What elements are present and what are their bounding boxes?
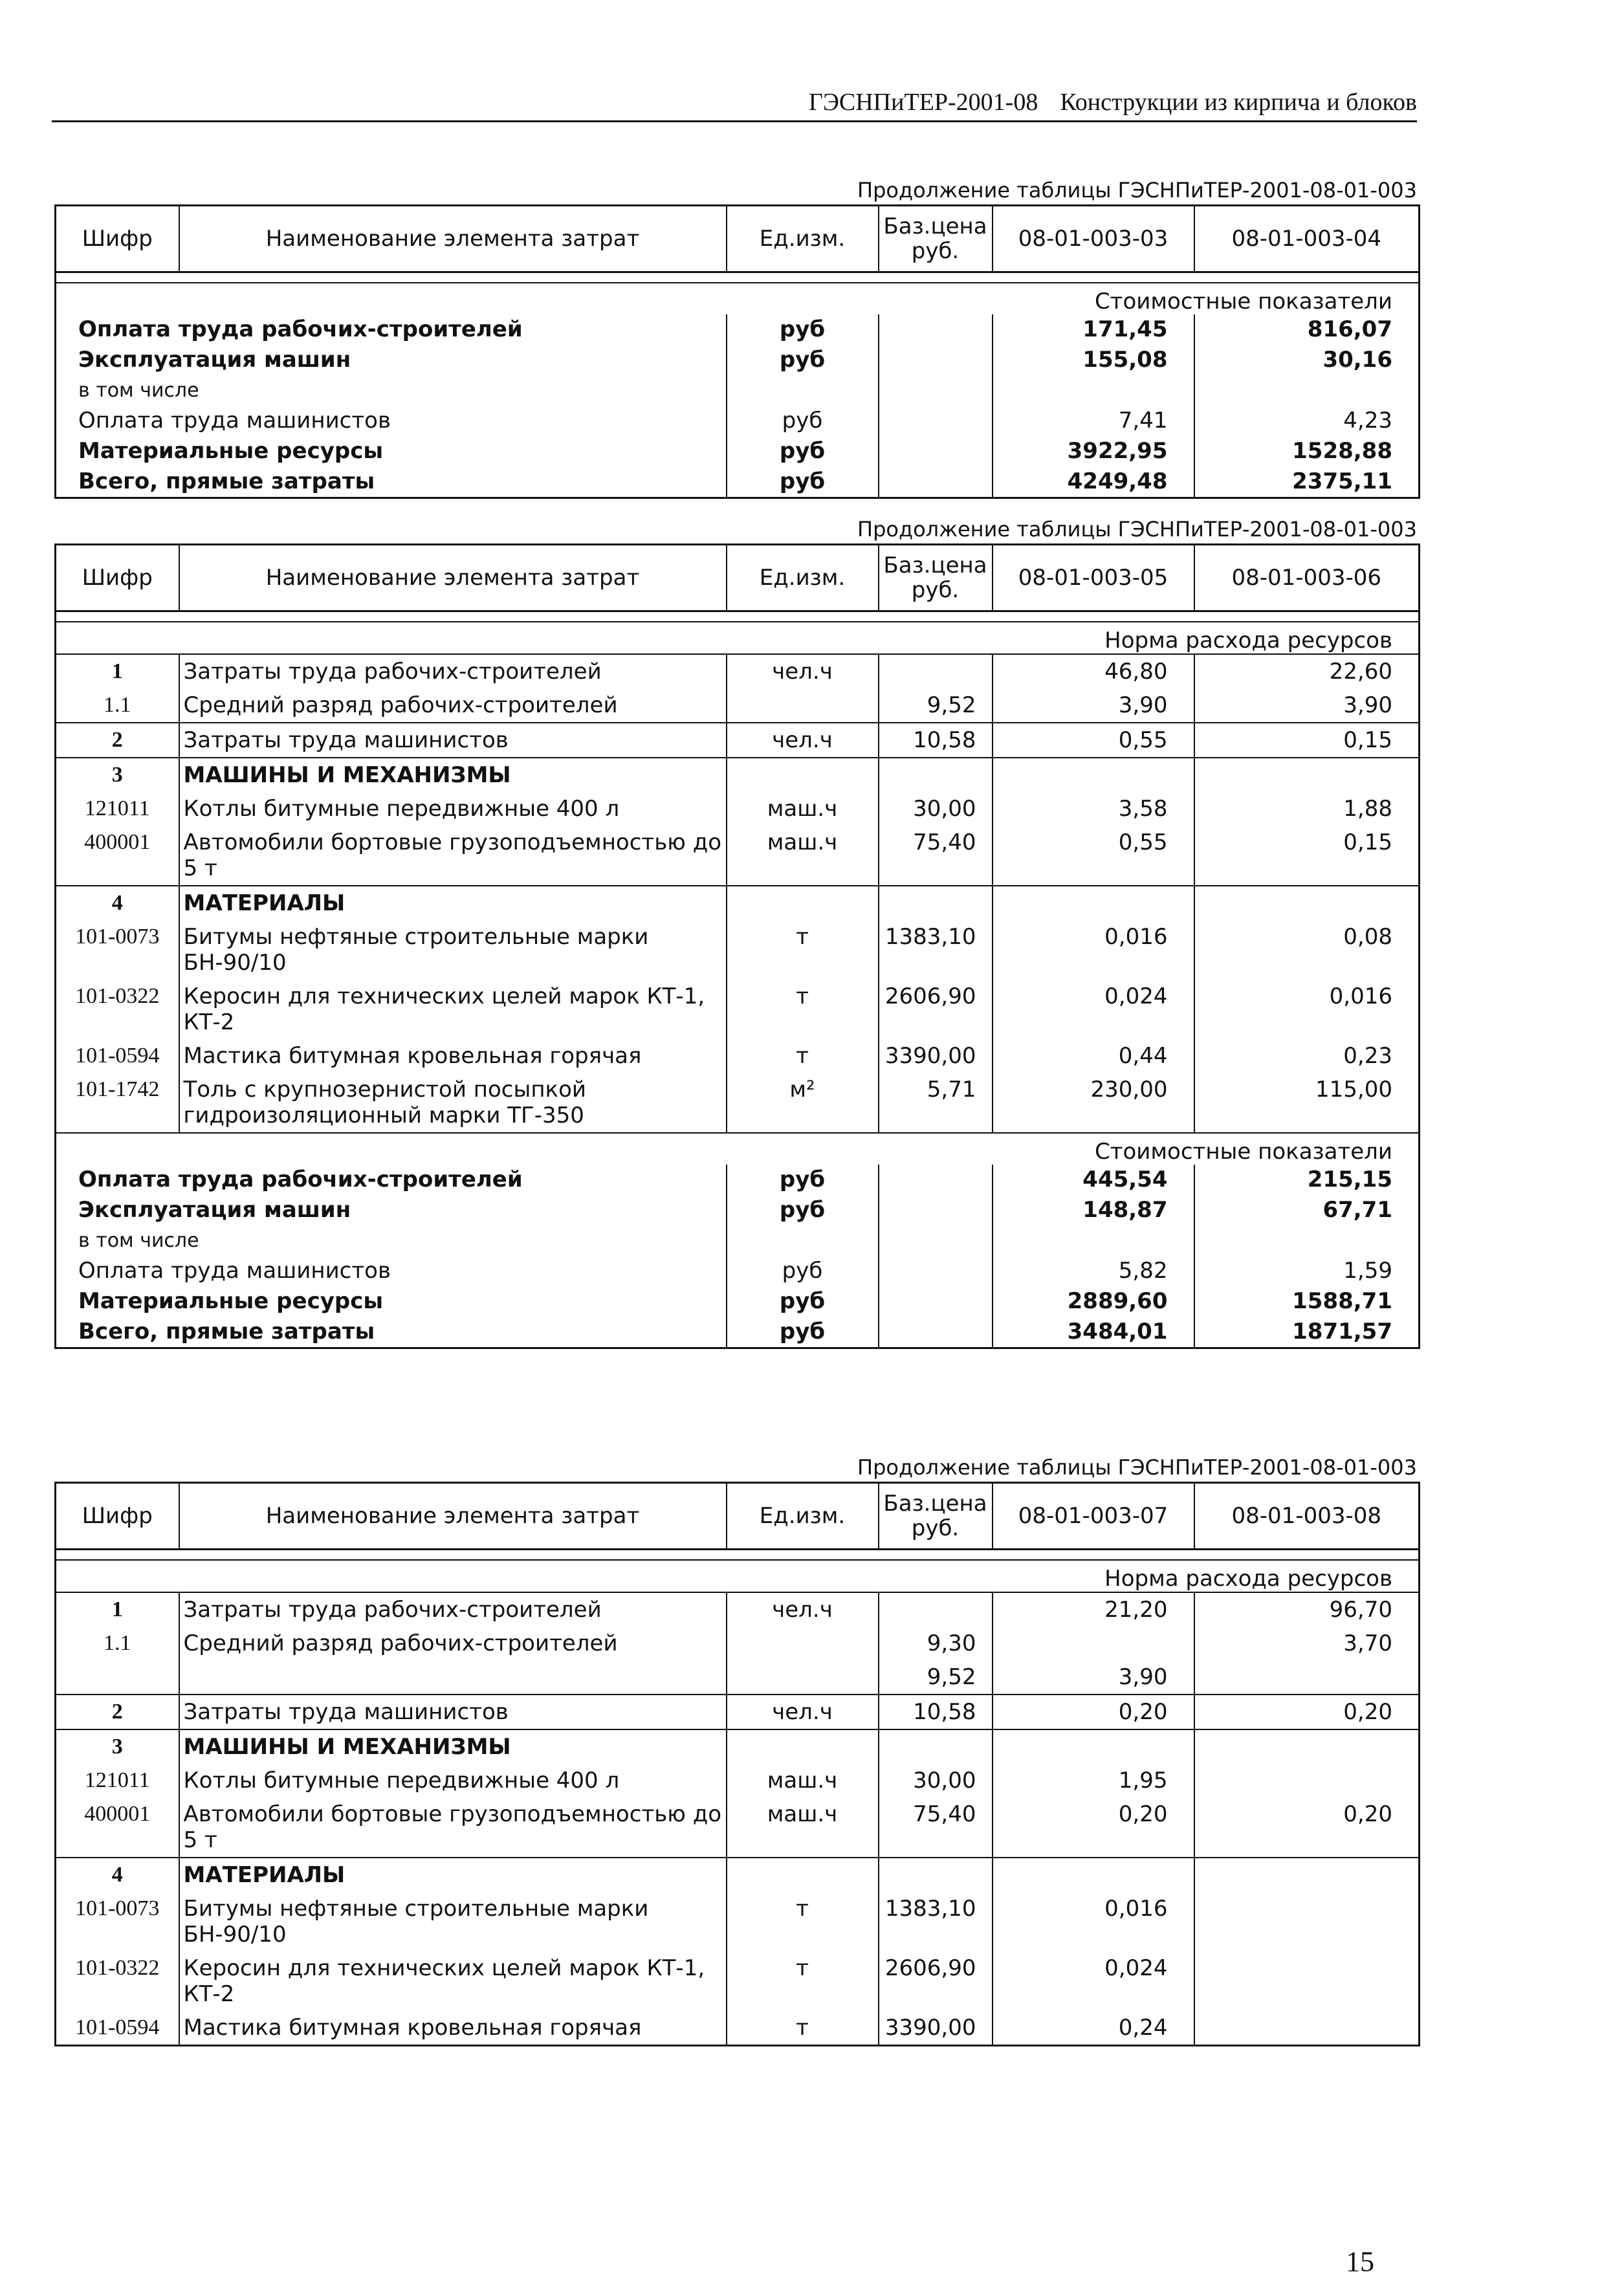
resource-value-b: 22,60 [1194,654,1420,688]
cost-name: Оплата труда машинистов [78,1258,391,1284]
resource-name: Котлы битумные передвижные 400 л [179,792,727,826]
resource-value-b: 115,00 [1194,1073,1420,1133]
resource-code: 2 [56,723,179,758]
section-label-row [56,1560,1420,1592]
col-unit-header: Ед.изм. [727,206,879,272]
resource-row [56,688,1420,723]
resource-name [179,1660,727,1695]
resource-price: 9,30 [879,1627,993,1660]
resource-code: 3 [56,1729,179,1764]
cost-value-a: 3922,95 [993,436,1194,466]
resource-code: 101-0594 [75,2015,160,2039]
resource-price: 9,52 [879,1660,993,1695]
col-code-header: Шифр [56,1483,179,1550]
resource-group-row [56,758,1420,792]
resource-name: Затраты труда рабочих-строителей [179,1592,727,1627]
cost-value-b: 1588,71 [1194,1286,1420,1317]
page-number: 15 [1346,2246,1374,2277]
resource-unit: т [727,1039,879,1073]
resource-name: Средний разряд рабочих-строителей [179,688,727,723]
resource-price: 5,71 [879,1073,993,1133]
col-unit-header: Ед.изм. [727,1483,879,1550]
resource-name: Автомобили бортовые грузоподъемностью до 5 т [179,1797,727,1858]
resource-row [56,654,1420,688]
resource-value-b: 3,90 [1194,688,1420,723]
table-header-row [56,545,1420,611]
cost-row [56,1256,1420,1286]
resource-value-b [1194,1660,1420,1695]
col-code-header: Шифр [56,206,179,272]
resource-group-row [56,886,1420,920]
resource-name: Мастика битумная кровельная горячая [179,2011,727,2046]
resource-name: Средний разряд рабочих-строителей [179,1627,727,1660]
resource-group-row [56,1858,1420,1892]
resource-name: Котлы битумные передвижные 400 л [179,1764,727,1797]
table-block-3 [54,1453,1418,2046]
resource-unit [727,1660,879,1695]
norm-section-label: Норма расхода ресурсов [1104,628,1392,653]
col-code-header: Шифр [56,545,179,611]
cost-unit: руб [727,466,879,498]
resource-unit: маш.ч [727,1797,879,1858]
cost-value-a: 155,08 [993,345,1194,375]
resource-unit [727,1627,879,1660]
norm-section-label: Норма расхода ресурсов [1104,1566,1392,1592]
resource-value-a: 3,90 [993,688,1194,723]
section-label-row [56,622,1420,654]
resource-group-name: МАШИНЫ И МЕХАНИЗМЫ [179,758,727,792]
cost-unit: руб [727,1165,879,1195]
resource-code: 101-1742 [75,1077,160,1101]
resource-row [56,723,1420,758]
cost-section-label: Стоимостные показатели [1094,289,1392,314]
resource-row [56,826,1420,886]
cost-unit: руб [727,345,879,375]
resource-value-b [1194,1892,1420,1951]
cost-name: в том числе [78,1229,199,1252]
resource-value-a: 0,55 [993,826,1194,886]
cost-unit: руб [727,436,879,466]
cost-table [54,204,1420,499]
col-name-header: Наименование элемента затрат [179,545,727,611]
table-continuation: Продолжение таблицы ГЭСНПиТЕР-2001-08-01-003 [857,1455,1417,1480]
col-b-header: 08-01-003-08 [1194,1483,1420,1550]
resource-unit: т [727,1951,879,2011]
resource-code: 4 [56,1858,179,1892]
resource-value-a: 0,20 [993,1797,1194,1858]
resource-name: Керосин для технических целей марок КТ-1, КТ-2 [179,980,727,1039]
table-header-row [56,206,1420,272]
cost-name: Всего, прямые затраты [78,1319,375,1344]
page-header [52,88,1417,122]
col-b-header: 08-01-003-04 [1194,206,1420,272]
cost-name: Материальные ресурсы [78,438,384,464]
resource-code: 1 [56,1592,179,1627]
section-label-row [56,283,1420,314]
table-header-row [56,1483,1420,1550]
header-title: Конструкции из кирпича и блоков [1060,89,1417,116]
resource-code: 400001 [84,1802,151,1826]
resource-value-b: 0,08 [1194,920,1420,980]
resource-price: 75,40 [879,826,993,886]
resource-code: 1.1 [104,693,131,717]
cost-row [56,1225,1420,1256]
section-label-row [56,1133,1420,1165]
cost-value-b: 1871,57 [1194,1317,1420,1348]
resource-name: Керосин для технических целей марок КТ-1, КТ-2 [179,1951,727,2011]
resource-code: 400001 [84,830,151,854]
resource-code: 121011 [84,1768,150,1792]
resource-code: 1.1 [104,1631,131,1655]
cost-value-a: 5,82 [993,1256,1194,1286]
resource-price: 2606,90 [879,980,993,1039]
cost-name: Эксплуатация машин [78,1197,351,1223]
resource-unit: чел.ч [727,723,879,758]
cost-row [56,1195,1420,1225]
cost-row [56,375,1420,406]
resource-value-b [1194,2011,1420,2046]
resource-value-a: 0,016 [993,1892,1194,1951]
resource-price: 3390,00 [879,1039,993,1073]
col-a-header: 08-01-003-05 [993,545,1194,611]
cost-unit: руб [727,1195,879,1225]
cost-value-a: 148,87 [993,1195,1194,1225]
resource-unit: т [727,920,879,980]
resource-value-a: 1,95 [993,1764,1194,1797]
cost-row [56,406,1420,436]
resource-name: Мастика битумная кровельная горячая [179,1039,727,1073]
cost-unit: руб [727,406,879,436]
cost-name: Оплата труда машинистов [78,408,391,433]
resource-value-b: 0,20 [1194,1797,1420,1858]
resource-value-a: 0,20 [993,1695,1194,1729]
resource-code [56,1660,179,1695]
resource-row [56,1764,1420,1797]
cost-name: Оплата труда рабочих-строителей [78,316,523,342]
resource-unit [727,688,879,723]
resource-code: 101-0073 [75,925,160,949]
resource-code: 1 [56,654,179,688]
cost-unit: руб [727,1286,879,1317]
cost-value-b: 2375,11 [1194,466,1420,498]
resource-value-a: 0,024 [993,1951,1194,2011]
resource-name: Затраты труда машинистов [179,723,727,758]
resource-value-a: 3,90 [993,1660,1194,1695]
cost-value-a: 2889,60 [993,1286,1194,1317]
resource-group-name: МАТЕРИАЛЫ [179,886,727,920]
cost-unit: руб [727,1317,879,1348]
resource-row [56,1695,1420,1729]
cost-value-a: 445,54 [993,1165,1194,1195]
resource-code: 3 [56,758,179,792]
resource-price [879,654,993,688]
cost-value-b: 4,23 [1194,406,1420,436]
resource-name: Битумы нефтяные строительные марки БН-90/10 [179,1892,727,1951]
resource-row [56,1951,1420,2011]
resource-code: 121011 [84,796,150,820]
resource-name: Затраты труда машинистов [179,1695,727,1729]
resource-code: 4 [56,886,179,920]
resource-name: Толь с крупнозернистой посыпкой гидроизоляционный марки ТГ-350 [179,1073,727,1133]
resource-value-b: 0,15 [1194,723,1420,758]
table-continuation: Продолжение таблицы ГЭСНПиТЕР-2001-08-01-003 [857,178,1417,203]
cost-value-b: 67,71 [1194,1195,1420,1225]
resource-row [56,1627,1420,1660]
col-name-header: Наименование элемента затрат [179,206,727,272]
resource-price: 10,58 [879,1695,993,1729]
cost-row [56,436,1420,466]
cost-value-b: 1528,88 [1194,436,1420,466]
resource-value-b: 3,70 [1194,1627,1420,1660]
cost-name: в том числе [78,379,199,402]
resource-unit: м² [727,1073,879,1133]
resource-group-name: МАШИНЫ И МЕХАНИЗМЫ [179,1729,727,1764]
resource-unit: т [727,2011,879,2046]
col-price-header: Баз.цена руб. [879,545,993,611]
resource-row [56,1660,1420,1695]
resource-value-b [1194,1764,1420,1797]
resource-name: Автомобили бортовые грузоподъемностью до 5 т [179,826,727,886]
resource-value-a: 46,80 [993,654,1194,688]
resource-price: 1383,10 [879,920,993,980]
cost-row [56,1286,1420,1317]
resource-value-a: 0,44 [993,1039,1194,1073]
resource-value-b: 96,70 [1194,1592,1420,1627]
table-continuation: Продолжение таблицы ГЭСНПиТЕР-2001-08-01-003 [857,517,1417,542]
cost-name: Материальные ресурсы [78,1288,384,1314]
resource-code: 101-0073 [75,1896,160,1920]
resource-group-name: МАТЕРИАЛЫ [179,1858,727,1892]
resource-code: 101-0594 [75,1044,160,1068]
resource-unit: т [727,980,879,1039]
resource-row [56,1592,1420,1627]
cost-row [56,314,1420,345]
resource-row [56,2011,1420,2046]
resource-row [56,1892,1420,1951]
resource-price [879,1592,993,1627]
cost-value-b: 30,16 [1194,345,1420,375]
resource-price: 30,00 [879,792,993,826]
cost-value-b: 816,07 [1194,314,1420,345]
resource-row [56,1797,1420,1858]
resource-unit: маш.ч [727,1764,879,1797]
resource-value-b: 0,20 [1194,1695,1420,1729]
cost-row [56,1317,1420,1348]
cost-value-a: 7,41 [993,406,1194,436]
cost-row [56,1165,1420,1195]
resource-value-b: 0,23 [1194,1039,1420,1073]
resource-value-a: 0,016 [993,920,1194,980]
table-block-1 [54,176,1418,499]
resource-price: 1383,10 [879,1892,993,1951]
resource-value-b [1194,1951,1420,2011]
resource-value-b: 0,016 [1194,980,1420,1039]
resource-unit: маш.ч [727,792,879,826]
resource-value-b: 1,88 [1194,792,1420,826]
col-unit-header: Ед.изм. [727,545,879,611]
col-a-header: 08-01-003-07 [993,1483,1194,1550]
resource-row [56,980,1420,1039]
resource-price: 75,40 [879,1797,993,1858]
cost-name: Оплата труда рабочих-строителей [78,1167,523,1192]
col-price-header: Баз.цена руб. [879,206,993,272]
resource-name: Затраты труда рабочих-строителей [179,654,727,688]
resource-table [54,543,1420,1349]
resource-unit: чел.ч [727,1592,879,1627]
resource-row [56,792,1420,826]
resource-price: 10,58 [879,723,993,758]
resource-price: 30,00 [879,1764,993,1797]
resource-unit: т [727,1892,879,1951]
resource-value-a: 21,20 [993,1592,1194,1627]
resource-value-a [993,1627,1194,1660]
col-price-header: Баз.цена руб. [879,1483,993,1550]
cost-row [56,466,1420,498]
resource-row [56,920,1420,980]
cost-section-label: Стоимостные показатели [56,1133,1420,1165]
resource-group-row [56,1729,1420,1764]
cost-unit: руб [727,1256,879,1286]
col-b-header: 08-01-003-06 [1194,545,1420,611]
resource-code: 101-0322 [75,1956,160,1980]
resource-value-a: 0,024 [993,980,1194,1039]
col-name-header: Наименование элемента затрат [179,1483,727,1550]
resource-value-a: 0,24 [993,2011,1194,2046]
resource-unit: чел.ч [727,1695,879,1729]
cost-value-b: 1,59 [1194,1256,1420,1286]
resource-value-b: 0,15 [1194,826,1420,886]
resource-code: 101-0322 [75,984,160,1008]
resource-value-a: 230,00 [993,1073,1194,1133]
cost-value-a: 4249,48 [993,466,1194,498]
resource-row [56,1073,1420,1133]
cost-value-a: 3484,01 [993,1317,1194,1348]
cost-unit: руб [727,314,879,345]
resource-price: 3390,00 [879,2011,993,2046]
resource-table [54,1482,1420,2046]
cost-name: Всего, прямые затраты [78,468,375,494]
header-code: ГЭСНПиТЕР-2001-08 [808,89,1038,116]
table-block-2 [54,515,1418,1349]
resource-value-a: 3,58 [993,792,1194,826]
resource-unit: маш.ч [727,826,879,886]
resource-unit: чел.ч [727,654,879,688]
cost-name: Эксплуатация машин [78,347,351,373]
resource-price: 2606,90 [879,1951,993,2011]
cost-value-b: 215,15 [1194,1165,1420,1195]
resource-row [56,1039,1420,1073]
resource-name: Битумы нефтяные строительные марки БН-90/10 [179,920,727,980]
cost-row [56,345,1420,375]
cost-value-a: 171,45 [993,314,1194,345]
resource-price: 9,52 [879,688,993,723]
resource-value-a: 0,55 [993,723,1194,758]
col-a-header: 08-01-003-03 [993,206,1194,272]
resource-code: 2 [56,1695,179,1729]
